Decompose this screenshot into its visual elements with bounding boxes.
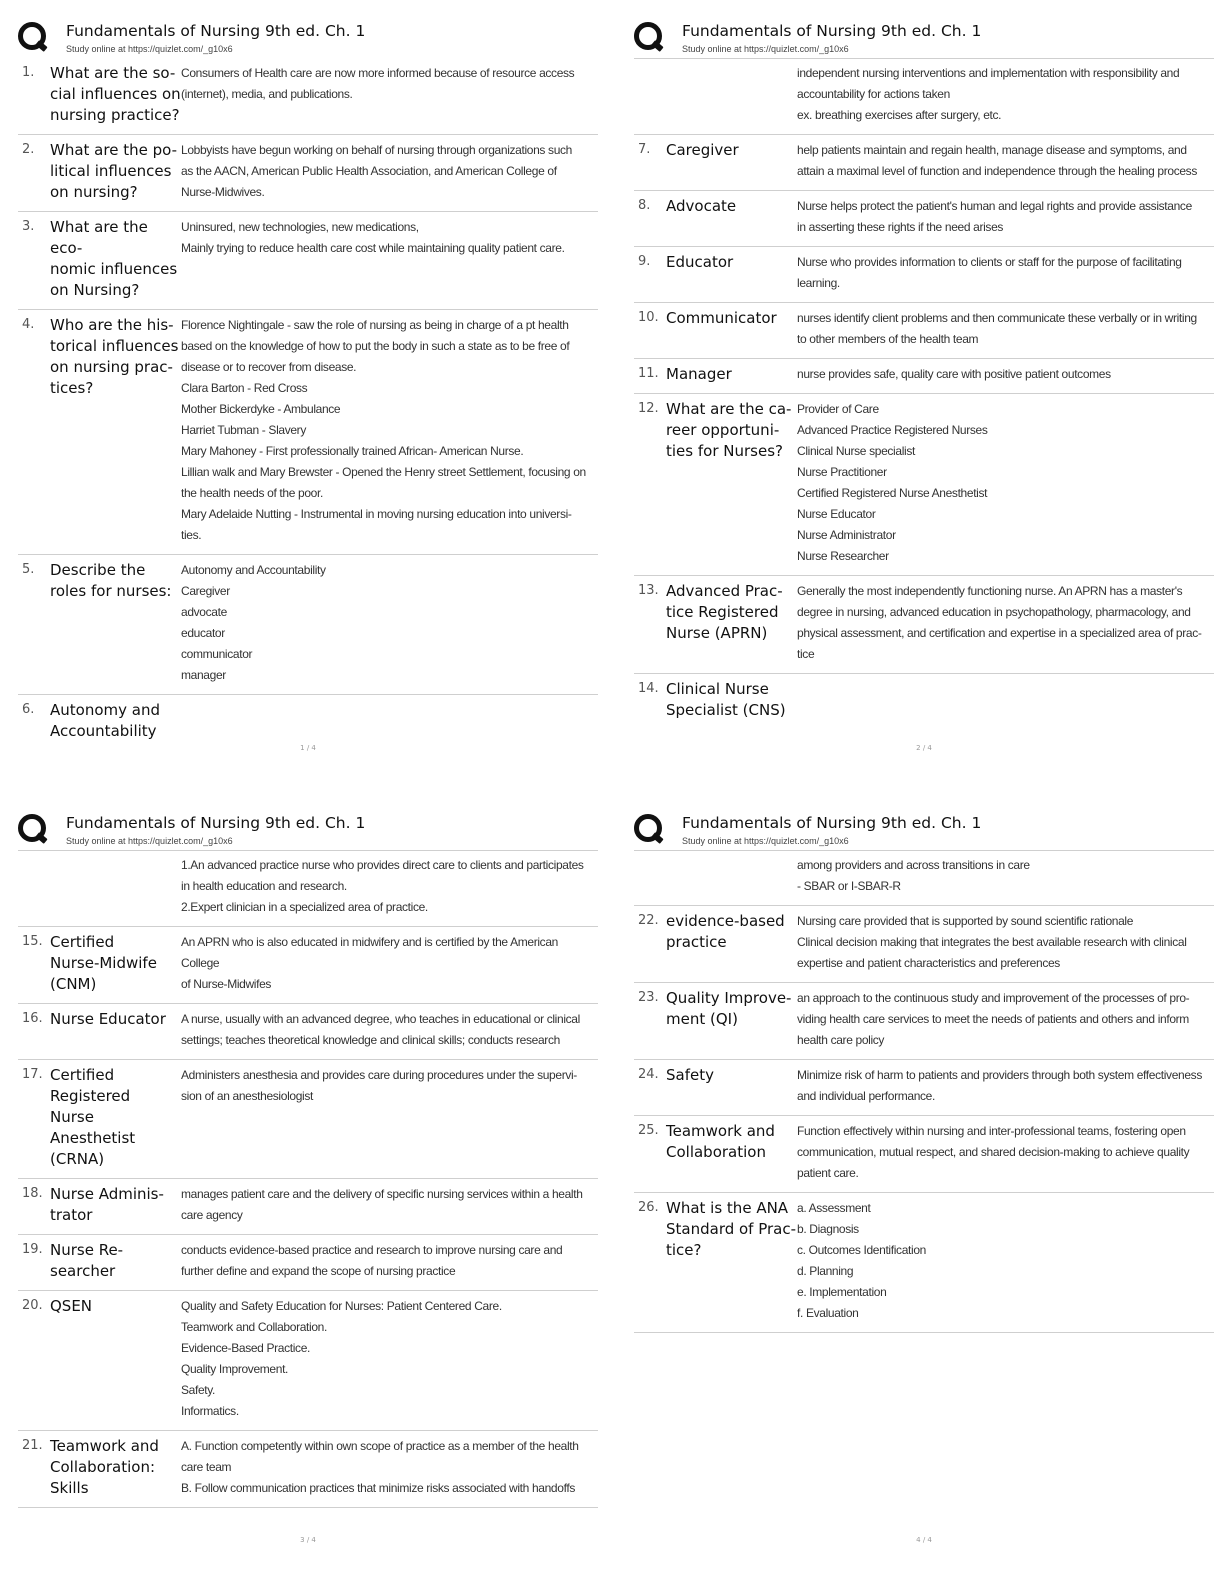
card-term: Certified Registered Nurse Anesthetist (CRNA) bbox=[50, 1066, 136, 1168]
card-term: evidence-based practice bbox=[666, 912, 785, 951]
card-number: 16. bbox=[22, 1011, 43, 1026]
card-number: 11. bbox=[638, 366, 659, 381]
continued-definition: among providers and across transitions in care - SBAR or I-SBAR-R bbox=[797, 858, 1030, 893]
quizlet-logo-icon bbox=[634, 814, 662, 842]
flashcard-row bbox=[634, 247, 1214, 303]
flashcard-row bbox=[18, 555, 598, 695]
page-header bbox=[634, 812, 1214, 850]
study-online-link[interactable]: Study online at https://quizlet.com/_g10x6 bbox=[66, 836, 233, 846]
card-definition: Administers anesthesia and provides care during procedures under the supervi- sion of an anesthesiologist bbox=[181, 1068, 577, 1103]
card-number: 18. bbox=[22, 1186, 43, 1201]
quizlet-logo-icon bbox=[634, 22, 662, 50]
card-definition: Lobbyists have begun working on behalf of nursing through organizations such as the AACN, American Public Health Association, and American College of Nurse-Midwives. bbox=[181, 143, 573, 199]
card-number: 14. bbox=[638, 681, 659, 696]
flashcard-row bbox=[634, 1193, 1214, 1333]
card-number: 8. bbox=[638, 198, 651, 213]
card-number: 17. bbox=[22, 1067, 43, 1082]
flashcard-row bbox=[18, 310, 598, 555]
flashcard-row bbox=[634, 394, 1214, 576]
card-definition: nurse provides safe, quality care with positive patient outcomes bbox=[797, 367, 1111, 381]
card-definition: Nurse who provides information to clients or staff for the purpose of facilitating learning. bbox=[797, 255, 1182, 290]
card-term: What are the po- litical influences on nursing? bbox=[50, 141, 177, 201]
flashcard-row bbox=[18, 1004, 598, 1060]
card-term: Safety bbox=[666, 1066, 714, 1084]
flashcard-list bbox=[18, 850, 598, 1508]
card-number: 6. bbox=[22, 702, 35, 717]
flashcard-row bbox=[18, 1431, 598, 1508]
quizlet-logo-icon bbox=[18, 814, 46, 842]
flashcard-row bbox=[634, 576, 1214, 674]
card-term: QSEN bbox=[50, 1297, 93, 1315]
flashcard-row bbox=[634, 359, 1214, 394]
card-term: What are the ca- reer opportuni- ties for Nurses? bbox=[666, 400, 792, 460]
card-number: 23. bbox=[638, 990, 659, 1005]
card-definition: Nurse helps protect the patient's human and legal rights and provide assistance in asserting these rights if the need arises bbox=[797, 199, 1192, 234]
flashcard-list bbox=[18, 58, 598, 750]
page-3 bbox=[18, 812, 598, 1582]
continued-definition: independent nursing interventions and implementation with responsibility and accountability for actions taken ex. breathing exercises after surgery, etc. bbox=[797, 66, 1180, 122]
flashcard-row bbox=[18, 927, 598, 1004]
card-term: Advocate bbox=[666, 197, 737, 215]
flashcard-row bbox=[18, 695, 598, 750]
card-number: 1. bbox=[22, 65, 35, 80]
card-term: Autonomy and Accountability bbox=[50, 701, 160, 740]
card-definition: nurses identify client problems and then communicate these verbally or in writing to other members of the health team bbox=[797, 311, 1197, 346]
card-definition: Consumers of Health care are now more informed because of resource access (internet), media, and publications. bbox=[181, 66, 575, 101]
card-term: Caregiver bbox=[666, 141, 739, 159]
card-number: 21. bbox=[22, 1438, 43, 1453]
page-header bbox=[18, 20, 598, 58]
card-term: Communicator bbox=[666, 309, 777, 327]
card-term: Advanced Prac- tice Registered Nurse (APRN) bbox=[666, 582, 783, 642]
page-number: 3 / 4 bbox=[300, 1536, 316, 1544]
card-definition: Generally the most independently functioning nurse. An APRN has a master's degree in nursing, advanced education in psychopathology, pharmacology, and physical assessment, and certification and expertise in a specialized area of prac- tice bbox=[797, 584, 1202, 661]
continued-card bbox=[634, 58, 1214, 135]
page-number: 2 / 4 bbox=[916, 744, 932, 752]
flashcard-row bbox=[18, 1235, 598, 1291]
card-definition: conducts evidence-based practice and research to improve nursing care and further define and expand the scope of nursing practice bbox=[181, 1243, 563, 1278]
card-term: What are the eco- nomic influences on Nursing? bbox=[50, 218, 178, 299]
card-number: 19. bbox=[22, 1242, 43, 1257]
card-number: 15. bbox=[22, 934, 43, 949]
card-definition: Minimize risk of harm to patients and providers through both system effectiveness and individual performance. bbox=[797, 1068, 1202, 1103]
page-2 bbox=[634, 20, 1214, 790]
flashcard-row bbox=[634, 1060, 1214, 1116]
card-definition: A nurse, usually with an advanced degree, who teaches in educational or clinical settings; teaches theoretical knowledge and clinical skills; conducts research bbox=[181, 1012, 580, 1047]
flashcard-row bbox=[18, 1179, 598, 1235]
card-definition: Function effectively within nursing and inter-professional teams, fostering open communication, mutual respect, and shared decision-making to achieve quality patient care. bbox=[797, 1124, 1190, 1180]
study-online-link[interactable]: Study online at https://quizlet.com/_g10x6 bbox=[66, 44, 233, 54]
document-title: Fundamentals of Nursing 9th ed. Ch. 1 bbox=[66, 22, 366, 40]
document-title: Fundamentals of Nursing 9th ed. Ch. 1 bbox=[682, 22, 982, 40]
flashcard-list bbox=[634, 58, 1214, 729]
card-term: Teamwork and Collaboration bbox=[666, 1122, 775, 1161]
page-header bbox=[634, 20, 1214, 58]
card-term: Nurse Educator bbox=[50, 1010, 166, 1028]
card-number: 24. bbox=[638, 1067, 659, 1082]
card-number: 7. bbox=[638, 142, 651, 157]
card-definition: A. Function competently within own scope of practice as a member of the health care team B. Follow communication practices that minimize risks associated with handoffs bbox=[181, 1439, 579, 1495]
study-online-link[interactable]: Study online at https://quizlet.com/_g10x6 bbox=[682, 836, 849, 846]
flashcard-row bbox=[634, 674, 1214, 729]
flashcard-row bbox=[634, 191, 1214, 247]
card-definition: an approach to the continuous study and improvement of the processes of pro- viding health care services to meet the needs of patients and others and inform health care policy bbox=[797, 991, 1190, 1047]
card-definition: Quality and Safety Education for Nurses: Patient Centered Care. Teamwork and Collaboration. Evidence-Based Practice. Quality Improvement. Safety. Informatics. bbox=[181, 1299, 502, 1418]
card-term: Clinical Nurse Specialist (CNS) bbox=[666, 680, 786, 719]
card-term: Nurse Adminis- trator bbox=[50, 1185, 164, 1224]
card-term: Teamwork and Collaboration: Skills bbox=[50, 1437, 159, 1497]
card-number: 26. bbox=[638, 1200, 659, 1215]
card-definition bbox=[797, 679, 1214, 721]
document-title: Fundamentals of Nursing 9th ed. Ch. 1 bbox=[682, 814, 982, 832]
flashcard-row bbox=[18, 1291, 598, 1431]
card-number: 4. bbox=[22, 317, 35, 332]
card-term: What are the so- cial influences on nursing practice? bbox=[50, 64, 181, 124]
page-1 bbox=[18, 20, 598, 790]
continued-card bbox=[634, 850, 1214, 906]
card-term: What is the ANA Standard of Prac- tice? bbox=[666, 1199, 797, 1259]
page-header bbox=[18, 812, 598, 850]
flashcard-row bbox=[18, 135, 598, 212]
document-title: Fundamentals of Nursing 9th ed. Ch. 1 bbox=[66, 814, 366, 832]
quizlet-logo-icon bbox=[18, 22, 46, 50]
card-term: Describe the roles for nurses: bbox=[50, 561, 172, 600]
study-online-link[interactable]: Study online at https://quizlet.com/_g10x6 bbox=[682, 44, 849, 54]
page-number: 4 / 4 bbox=[916, 1536, 932, 1544]
card-number: 5. bbox=[22, 562, 35, 577]
card-number: 20. bbox=[22, 1298, 43, 1313]
card-definition bbox=[181, 700, 598, 742]
flashcard-row bbox=[634, 1116, 1214, 1193]
flashcard-row bbox=[634, 983, 1214, 1060]
card-term: Quality Improve- ment (QI) bbox=[666, 989, 792, 1028]
card-number: 22. bbox=[638, 913, 659, 928]
card-term: Nurse Re- searcher bbox=[50, 1241, 124, 1280]
card-definition: a. Assessment b. Diagnosis c. Outcomes Identification d. Planning e. Implementation f. Evaluation bbox=[797, 1201, 926, 1320]
flashcard-row bbox=[18, 1060, 598, 1179]
card-definition: Provider of Care Advanced Practice Registered Nurses Clinical Nurse specialist Nurse Practitioner Certified Registered Nurse Anesthetist Nurse Educator Nurse Administrator Nurse Researcher bbox=[797, 402, 988, 563]
card-definition: Uninsured, new technologies, new medications, Mainly trying to reduce health care cost while maintaining quality patient care. bbox=[181, 220, 565, 255]
continued-card bbox=[18, 850, 598, 927]
card-number: 3. bbox=[22, 219, 35, 234]
card-number: 13. bbox=[638, 583, 659, 598]
flashcard-row bbox=[634, 135, 1214, 191]
continued-definition: 1.An advanced practice nurse who provides direct care to clients and participates in health education and research. 2.Expert clinician in a specialized area of practice. bbox=[181, 858, 584, 914]
card-number: 9. bbox=[638, 254, 651, 269]
flashcard-row bbox=[18, 58, 598, 135]
card-number: 25. bbox=[638, 1123, 659, 1138]
card-number: 10. bbox=[638, 310, 659, 325]
card-definition: manages patient care and the delivery of specific nursing services within a health care agency bbox=[181, 1187, 583, 1222]
flashcard-row bbox=[634, 906, 1214, 983]
flashcard-row bbox=[634, 303, 1214, 359]
card-definition: Nursing care provided that is supported by sound scientific rationale Clinical decision making that integrates the best available research with clinical expertise and patient characteristics and preferences bbox=[797, 914, 1187, 970]
card-definition: help patients maintain and regain health, manage disease and symptoms, and attain a maximal level of function and independence through the healing process bbox=[797, 143, 1197, 178]
card-term: Educator bbox=[666, 253, 734, 271]
card-term: Who are the his- torical influences on nursing prac- tices? bbox=[50, 316, 179, 397]
card-term: Manager bbox=[666, 365, 732, 383]
page-number: 1 / 4 bbox=[300, 744, 316, 752]
card-term: Certified Nurse-Midwife (CNM) bbox=[50, 933, 157, 993]
card-number: 2. bbox=[22, 142, 35, 157]
page-4 bbox=[634, 812, 1214, 1582]
card-definition: An APRN who is also educated in midwifery and is certified by the American College of Nurse-Midwifes bbox=[181, 935, 558, 991]
flashcard-row bbox=[18, 212, 598, 310]
card-definition: Florence Nightingale - saw the role of nursing as being in charge of a pt health based on the knowledge of how to put the body in such a state as to be free of disease or to recover from disease. Clara Barton - Red Cross Mother Bickerdyke - Ambulance Harriet Tubman - Slavery Mary Mahoney - First professionally trained African- American Nurse. Lillian walk and Mary Brewster - Opened the Henry street Settlement, focusing on the health needs of the poor. Mary Adelaide Nutting - Instrumental in moving nursing education into universi- ties. bbox=[181, 318, 586, 542]
card-definition: Autonomy and Accountability Caregiver advocate educator communicator manager bbox=[181, 563, 326, 682]
flashcard-list bbox=[634, 850, 1214, 1333]
card-number: 12. bbox=[638, 401, 659, 416]
